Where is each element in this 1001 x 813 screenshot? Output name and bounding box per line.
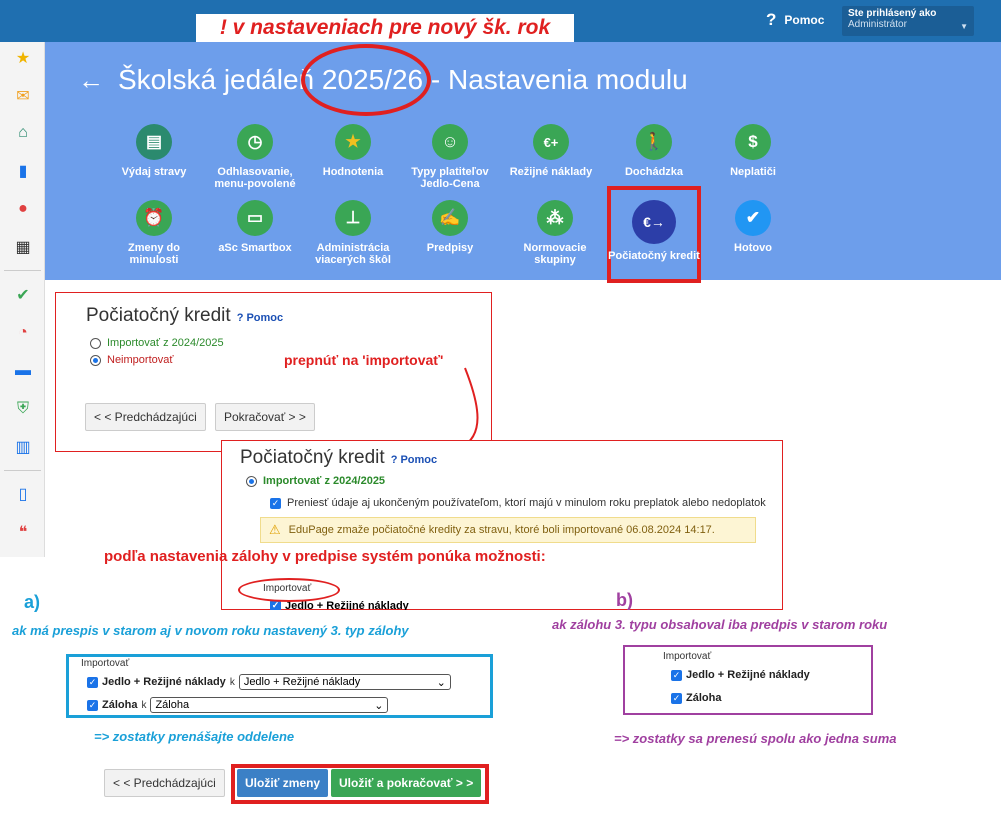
save-continue-button[interactable]: Uložiť a pokračovať > >: [331, 769, 481, 797]
module-hodnotenia[interactable]: [303, 124, 403, 178]
euro-plus-icon: €+: [533, 124, 569, 160]
module-label: Normovacie skupiny: [523, 242, 587, 266]
save-button[interactable]: Uložiť zmeny: [237, 769, 328, 797]
hierarchy-icon: ⊥: [335, 200, 371, 236]
module-typy-platitelov[interactable]: [400, 124, 500, 190]
annotation-b-letter: b): [616, 590, 633, 610]
module-label: Počiatočný kredit: [608, 250, 700, 262]
checkbox-checked[interactable]: ✓: [88, 676, 97, 687]
option-a-box: [66, 654, 493, 718]
module-label: Odhlasovanie, menu-povolené: [214, 166, 296, 190]
groups-icon: ⁂: [537, 200, 573, 236]
deposit-select[interactable]: [150, 697, 388, 713]
food-row: [671, 669, 810, 681]
module-dochadzka[interactable]: [604, 124, 704, 178]
checkbox-checked[interactable]: ✓: [88, 699, 97, 710]
book-icon[interactable]: ▮: [18, 163, 28, 180]
radio-button[interactable]: [90, 338, 101, 349]
option-b-box: [623, 645, 873, 715]
annotation-switch: prepnúť na 'importovať': [284, 352, 444, 368]
annotation-a-text: ak má prespis v starom aj v novom roku nastavený 3. typ zálohy: [12, 623, 409, 638]
previous-button[interactable]: < < Predchádzajúci: [104, 769, 225, 797]
euro-arrow-icon: €→: [632, 200, 676, 244]
panel-title: Počiatočný kredit: [86, 305, 231, 326]
module-label: Režijné náklady: [509, 166, 593, 178]
page-title-text: Školská jedáleň 2025/26 - Nastavenia modulu: [118, 64, 688, 95]
open-sign-icon: ▤: [136, 124, 172, 160]
clock-icon: ◷: [237, 124, 273, 160]
chart-icon[interactable]: ◔: [18, 324, 28, 341]
checkbox-checked[interactable]: ✓: [672, 692, 681, 703]
deposit-row: [87, 697, 388, 713]
annotation-b-result: => zostatky sa prenesú spolu ako jedna suma: [614, 731, 897, 746]
partial-row-label: Jedlo + Režijné náklady: [285, 601, 409, 610]
module-rezijne-naklady[interactable]: [501, 124, 601, 178]
module-pociatocny-kredit[interactable]: [604, 200, 704, 262]
annotation-b-text: ak zálohu 3. typu obsahoval iba predpis v starom roku: [552, 617, 888, 632]
radio-label: Importovať z 2024/2025: [107, 337, 224, 349]
deposit-label: Záloha: [102, 699, 138, 711]
module-label: aSc Smartbox: [218, 242, 292, 254]
import-ellipse: [238, 578, 340, 602]
module-label: Výdaj stravy: [121, 166, 187, 178]
module-neplatici[interactable]: [703, 124, 803, 178]
food-label: Jedlo + Režijné náklady: [102, 676, 226, 688]
module-label: Typy platiteľov Jedlo-Cena: [411, 166, 489, 190]
checkbox-label: Preniesť údaje aj ukončeným používateľom, ktorí majú v minulom roku preplatok alebo nedoplatok: [287, 497, 766, 509]
deposit-label: Záloha: [686, 692, 722, 704]
question-icon: ?: [766, 10, 777, 29]
warning-box: [260, 517, 756, 543]
caret-down-icon: ▼: [960, 22, 968, 31]
module-label: Dochádzka: [624, 166, 684, 178]
transfer-checkbox-row[interactable]: [270, 497, 766, 509]
back-arrow-icon[interactable]: ←: [78, 64, 104, 95]
module-administracia-skol[interactable]: [303, 200, 403, 266]
login-line1: Ste prihlásený ako: [848, 8, 937, 19]
deposit-row: [671, 692, 721, 704]
module-smartbox[interactable]: [205, 200, 305, 254]
select-value: Záloha: [155, 699, 190, 711]
mail-icon[interactable]: ✉: [16, 88, 30, 105]
checkmark-icon: ✔: [735, 200, 771, 236]
monitor-icon: ▭: [237, 200, 273, 236]
k-label: k: [141, 699, 147, 711]
module-label: Predpisy: [426, 242, 474, 254]
help-link[interactable]: [766, 10, 824, 30]
module-normovacie-skupiny[interactable]: [505, 200, 605, 266]
annotation-options: podľa nastavenia zálohy v predpise systém ponúka možnosti:: [104, 548, 546, 565]
walking-person-icon: 🚶: [636, 124, 672, 160]
year-highlight-ellipse: [301, 44, 431, 116]
radio-label: Importovať z 2024/2025: [263, 475, 386, 487]
module-label: Administrácia viacerých škôl: [315, 242, 391, 266]
sidebar: [0, 42, 45, 557]
check-circle-icon[interactable]: ✔: [16, 287, 30, 304]
import-heading: Importovať: [663, 651, 712, 662]
k-label: k: [229, 676, 235, 688]
money-bag-icon: $: [735, 124, 771, 160]
radio-button[interactable]: [246, 476, 257, 487]
handshake-icon: ✍: [432, 200, 468, 236]
module-zmeny-do-minulosti[interactable]: [104, 200, 204, 266]
help-label: Pomoc: [784, 13, 825, 27]
open-book-icon[interactable]: ▯: [18, 486, 28, 503]
star-icon[interactable]: ★: [15, 50, 31, 67]
star-icon: ★: [335, 124, 371, 160]
radio-import-option[interactable]: [90, 337, 224, 349]
calendar-icon[interactable]: ▦: [15, 239, 31, 256]
panel-title: Počiatočný kredit: [240, 447, 385, 468]
radio-import-option[interactable]: [246, 475, 385, 487]
partial-import-row: [270, 601, 409, 610]
radio-label: Neimportovať: [107, 354, 174, 366]
select-value: Jedlo + Režijné náklady: [243, 676, 361, 688]
continue-button[interactable]: Pokračovať > >: [215, 403, 315, 431]
warning-text: EduPage zmaže počiatočné kredity za stravu, ktoré boli importované 06.08.2024 14:17.: [288, 524, 715, 536]
module-predpisy[interactable]: [400, 200, 500, 254]
import-heading: Importovať: [81, 658, 130, 669]
home-icon[interactable]: ⌂: [18, 124, 28, 141]
panel-help-link[interactable]: ? Pomoc: [236, 312, 284, 324]
annotation-banner: ! v nastaveniach pre nový šk. rok: [196, 14, 574, 42]
chevron-down-icon: ⌄: [374, 699, 384, 712]
bar-chart-icon[interactable]: ▥: [15, 439, 31, 456]
radio-no-import-option[interactable]: [90, 354, 173, 366]
module-vydaj-stravy[interactable]: [104, 124, 204, 178]
food-label: Jedlo + Režijné náklady: [686, 669, 810, 681]
food-select[interactable]: [239, 674, 451, 690]
checkbox-checked[interactable]: ✓: [271, 601, 280, 610]
login-line2: Administrátor: [848, 19, 907, 30]
module-label: Hodnotenia: [322, 166, 384, 178]
briefcase-icon[interactable]: ▬: [15, 362, 31, 379]
annotation-a-letter: a): [24, 592, 41, 612]
module-label: Zmeny do minulosti: [128, 242, 180, 266]
checkbox-checked[interactable]: ✓: [672, 669, 681, 680]
module-label: Neplatiči: [730, 166, 776, 178]
chat-icon[interactable]: ❝: [18, 524, 28, 541]
checkbox-checked[interactable]: ✓: [271, 497, 280, 508]
annotation-a-result: => zostatky prenášajte oddelene: [94, 729, 295, 744]
food-row: [87, 674, 451, 690]
shield-icon[interactable]: ⛨: [16, 400, 29, 417]
sidebar-divider: [4, 270, 41, 271]
panel-help-link[interactable]: ? Pomoc: [390, 454, 438, 466]
user-icon[interactable]: ●: [18, 200, 28, 217]
login-dropdown[interactable]: [842, 6, 974, 36]
module-odhlasovanie[interactable]: [205, 124, 305, 190]
warning-icon: ⚠: [269, 522, 281, 537]
sidebar-divider: [4, 470, 41, 471]
module-hotovo[interactable]: [703, 200, 803, 254]
payer-icon: ☺: [432, 124, 468, 160]
chevron-down-icon: ⌄: [436, 676, 446, 689]
import-label: Importovať: [263, 583, 312, 594]
module-label: Hotovo: [734, 242, 772, 254]
previous-button[interactable]: < < Predchádzajúci: [85, 403, 206, 431]
radio-button[interactable]: [90, 355, 101, 366]
alarm-clock-icon: ⏰: [136, 200, 172, 236]
